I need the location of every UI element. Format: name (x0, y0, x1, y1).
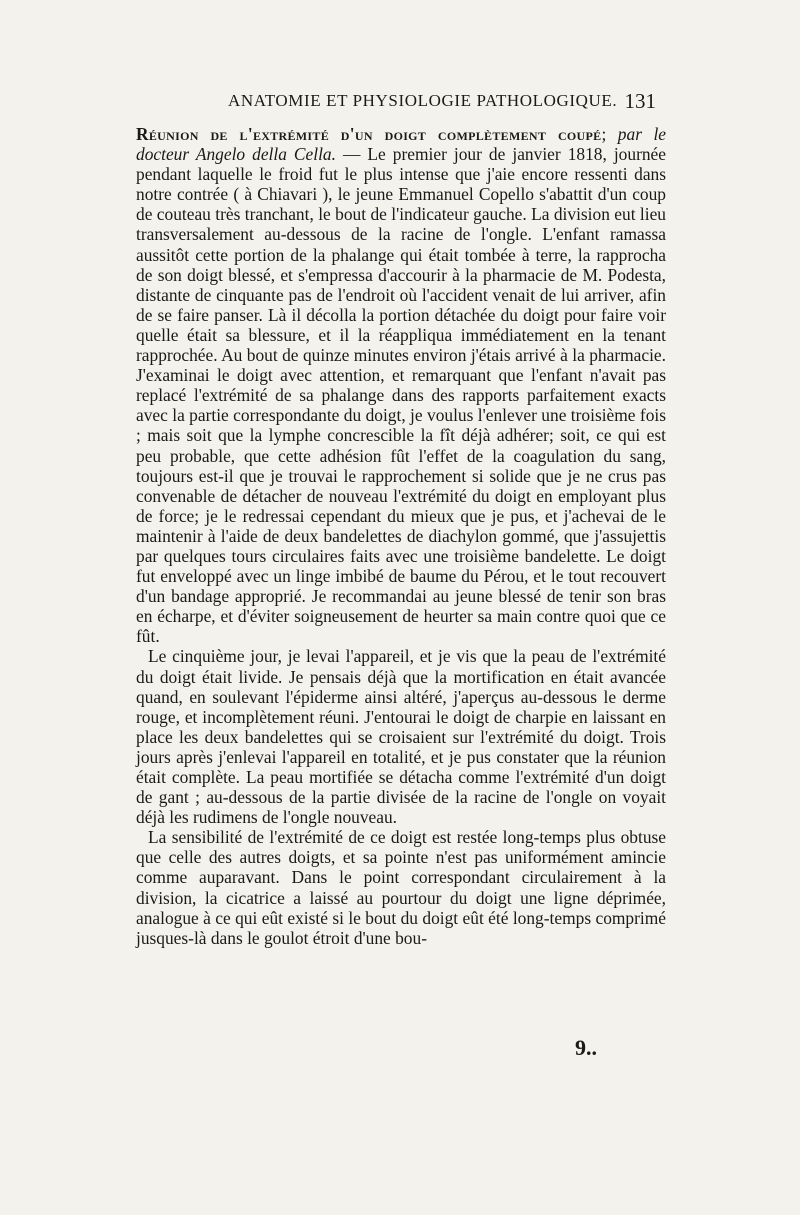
paragraph-1 (136, 124, 666, 646)
article-byline: par le docteur Angelo della Cella. (136, 124, 666, 165)
signature-mark: 9.. (575, 1035, 597, 1060)
paragraph-3: La sensibilité de l'extrémité de ce doigt est restée long-temps plus obtuse que celle des autres doigts, et sa pointe n'est pas uniformément amincie comme auparavant. Dans le point correspondant circulairement à la division, la cicatrice a laissé au pourtour du doigt une ligne déprimée, analogue à ce qui eût existé si le bout du doigt eût été long-temps comprimé jusques-là dans le goulot étroit d'une bou- (136, 827, 666, 948)
running-title: ANATOMIE ET PHYSIOLOGIE PATHOLOGIQUE. (228, 91, 618, 110)
page-header (140, 89, 656, 119)
page-number: 131 (624, 89, 656, 113)
article-title: Réunion de l'extrémité d'un doigt complètement coupé (136, 124, 602, 144)
paragraph-1-text: — Le premier jour de janvier 1818, journée pendant laquelle le froid fut le plus intense que j'aie encore ressenti dans notre contrée ( à Chiavari ), le jeune Emmanuel Copello s'abattit d'un coup de couteau très tranchant, le bout de l'indicateur gauche. La division eut lieu transversalement au-dessous de la racine de l'ongle. L'enfant ramassa aussitôt cette portion de la phalange qui était tombée à terre, la rapprocha de son doigt blessé, et s'empressa d'accourir à la pharmacie de M. Podesta, distante de cinquante pas de l'endroit où l'accident venait de lui arriver, afin de se faire panser. Là il décolla la portion détachée du doigt pour faire voir quelle était sa blessure, et il la réappliqua immédiatement en la tenant rapprochée. Au bout de quinze minutes environ j'étais arrivé à la pharmacie. J'examinai le doigt avec attention, et remarquant que l'enfant n'avait pas replacé l'extrémité de sa phalange dans des rapports parfaitement exacts avec la partie correspondante du doigt, je voulus l'enlever une troisième fois ; mais soit que la lymphe concrescible la fît déjà adhérer; soit, ce qui est peu probable, que cette adhésion fût l'effet de la coagulation du sang, toujours est-il que je trouvai le rapprochement si solide que je ne crus pas convenable de détacher de nouveau l'extrémité du doigt en employant plus de force; je le redressai cependant du mieux que je pus, et j'achevai de le maintenir à l'aide de deux bandelettes de diachylon gommé, que j'assujettis par quelques tours circulaires faits avec une troisième bandelette. Le doigt fut enveloppé avec un linge imbibé de baume du Pérou, et le tout recouvert d'un bandage approprié. Je recommandai au jeune blessé de tenir son bras en écharpe, et d'éviter soigneusement de heurter sa main contre quoi que ce fût. (136, 144, 666, 647)
article-body (136, 124, 666, 948)
paragraph-2: Le cinquième jour, je levai l'appareil, et je vis que la peau de l'extrémité du doigt était livide. Je pensais déjà que la mortification en était avancée quand, en soulevant l'épiderme ainsi altéré, j'aperçus au-dessous le derme rouge, et incomplètement réuni. J'entourai le doigt de charpie en laissant en place les deux bandelettes qui se croisaient sur l'extrémité du doigt. Trois jours après j'enlevai l'appareil en totalité, et je pus constater que la réunion était complète. La peau mortifiée se détacha comme l'extrémité d'un doigt de gant ; au-dessous de la partie divisée de la racine de l'ongle on voyait déjà les rudimens de l'ongle nouveau. (136, 646, 666, 828)
byline-separator: ; (601, 124, 618, 144)
